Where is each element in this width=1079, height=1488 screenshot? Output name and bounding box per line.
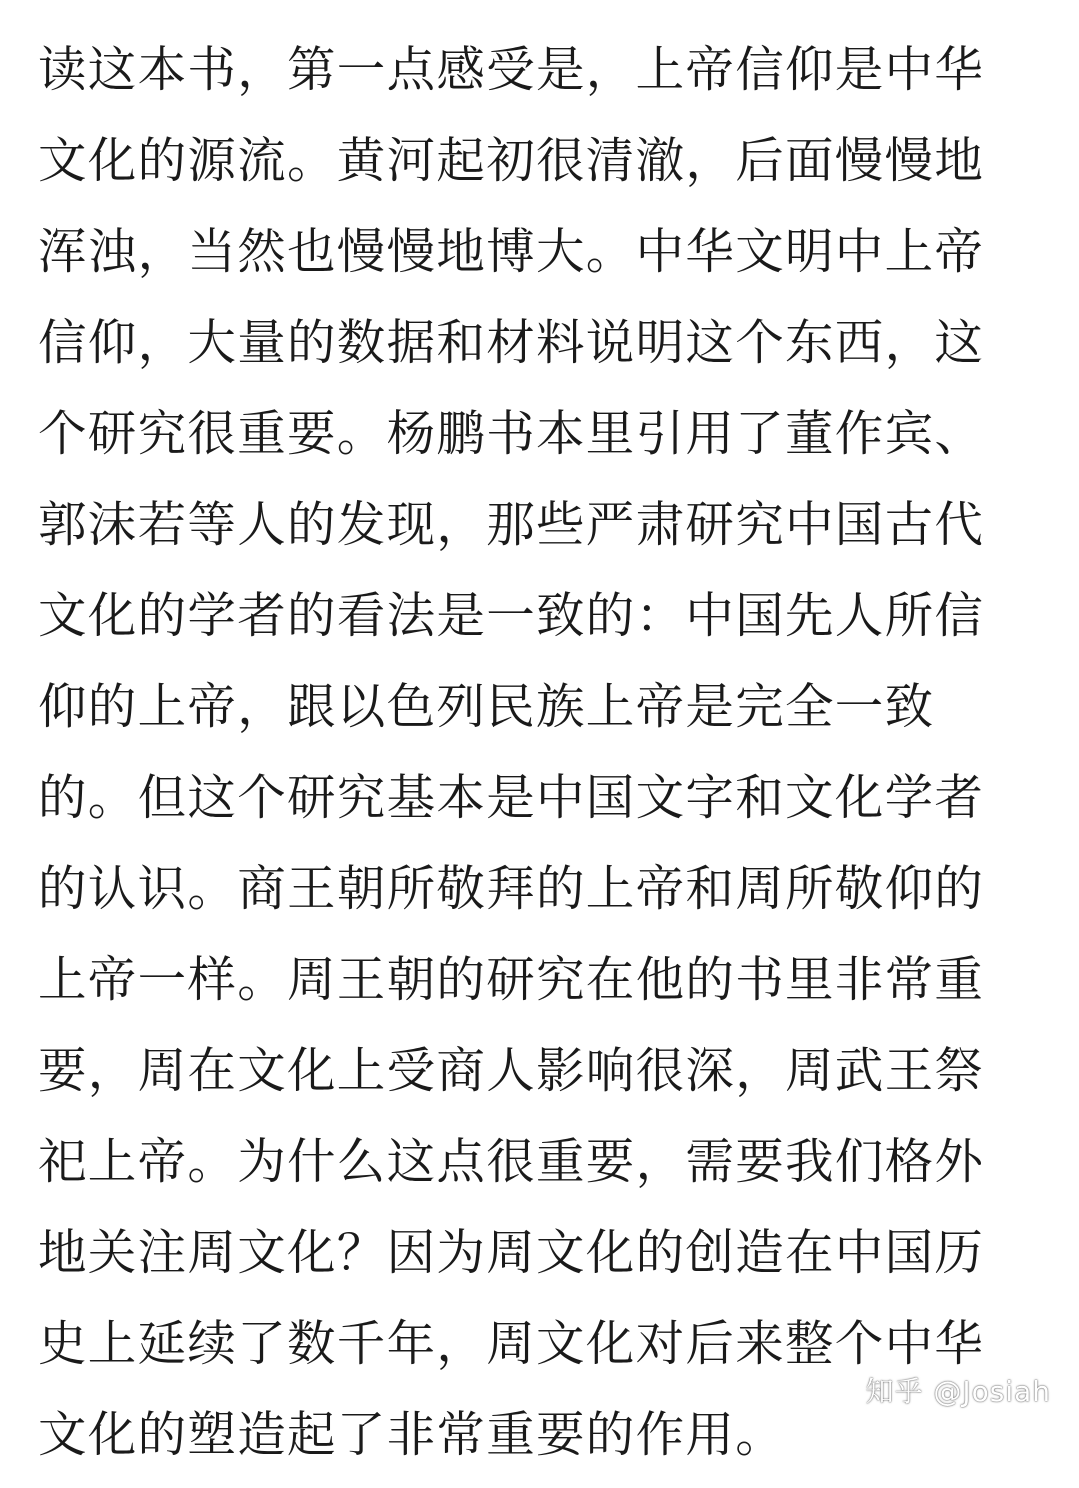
text-line: 史上延续了数千年，周文化对后来整个中华 xyxy=(38,1316,985,1372)
text-line: 郭沫若等人的发现，那些严肃研究中国古代 xyxy=(38,497,985,553)
watermark: 知乎 @Josiah xyxy=(865,1375,1051,1408)
text-line: 上帝一样。周王朝的研究在他的书里非常重 xyxy=(38,952,985,1008)
text-line: 信仰，大量的数据和材料说明这个东西，这 xyxy=(38,315,985,371)
text-line: 地关注周文化？因为周文化的创造在中国历 xyxy=(38,1225,985,1281)
text-line: 仰的上帝，跟以色列民族上帝是完全一致 xyxy=(38,679,935,735)
text-line: 浑浊，当然也慢慢地博大。中华文明中上帝 xyxy=(38,224,985,280)
text-line: 个研究很重要。杨鹏书本里引用了董作宾、 xyxy=(38,406,985,462)
text-line: 文化的源流。黄河起初很清澈，后面慢慢地 xyxy=(38,133,985,189)
text-line: 祀上帝。为什么这点很重要，需要我们格外 xyxy=(38,1134,985,1190)
text-line: 的。但这个研究基本是中国文字和文化学者 xyxy=(38,770,985,826)
text-line: 的认识。商王朝所敬拜的上帝和周所敬仰的 xyxy=(38,861,985,917)
article-text xyxy=(38,32,1048,1488)
text-line: 文化的塑造起了非常重要的作用。 xyxy=(38,1407,786,1463)
text-line: 要，周在文化上受商人影响很深，周武王祭 xyxy=(38,1043,985,1099)
text-line: 文化的学者的看法是一致的：中国先人所信 xyxy=(38,588,985,644)
text-line: 读这本书，第一点感受是，上帝信仰是中华 xyxy=(38,42,985,98)
